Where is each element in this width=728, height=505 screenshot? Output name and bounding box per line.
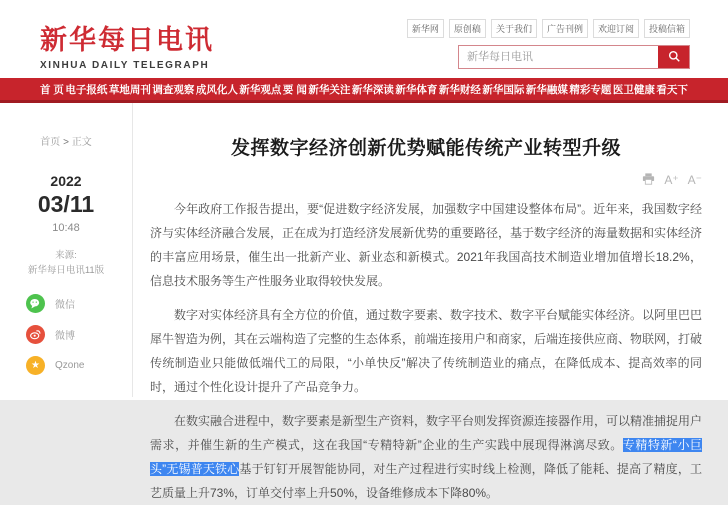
top-link-xinhuanet[interactable]: 新华网 xyxy=(407,19,444,38)
nav-item-sports[interactable]: 新华体育 xyxy=(395,83,438,96)
nav-item-international[interactable]: 新华国际 xyxy=(482,83,525,96)
breadcrumb-home[interactable]: 首页 xyxy=(40,137,61,148)
article-paragraph xyxy=(150,409,702,505)
search-bar xyxy=(458,45,690,69)
publish-date xyxy=(0,173,132,234)
logo-title: 新华每日电讯 xyxy=(40,25,214,56)
search-input[interactable] xyxy=(459,46,658,68)
nav-item-news[interactable]: 要 闻 xyxy=(282,83,307,96)
article-body xyxy=(150,197,702,505)
nav-item-caodi[interactable]: 草地周刊 xyxy=(108,83,151,96)
share-qzone-label: Qzone xyxy=(55,360,85,371)
article-paragraph: 今年政府工作报告提出，要“促进数字经济发展，加强数字中国建设整体布局”。近年来，我国数字经济与实体经济融合发展，正在成为打造经济发展新优势的重要路径，基于数字经济的海量数据和实体经济的丰富应用场景，催生出一批新产业、新业态和新模式。2021年我国高技术制造业增加值增长18.2%，信息技术服务等生产性服务业取得较快发展。 xyxy=(150,202,703,288)
share-panel xyxy=(0,294,132,375)
article-meta-rail xyxy=(0,103,133,397)
breadcrumb xyxy=(0,133,132,148)
top-link-about[interactable]: 关于我们 xyxy=(491,19,537,38)
nav-item-deepread[interactable]: 新华深读 xyxy=(351,83,394,96)
site-logo[interactable] xyxy=(40,18,214,71)
wechat-icon xyxy=(26,294,45,313)
share-qzone-button[interactable] xyxy=(26,356,132,375)
site-header xyxy=(0,0,728,78)
share-wechat-label: 微信 xyxy=(55,300,75,311)
nav-item-home[interactable]: 首 页 xyxy=(40,83,64,96)
nav-item-media[interactable]: 新华融媒 xyxy=(525,83,568,96)
content-area xyxy=(0,103,728,500)
top-link-ads[interactable]: 广告刊例 xyxy=(542,19,588,38)
source-value: 新华每日电讯11版 xyxy=(27,265,105,276)
nav-item-chengfeng[interactable]: 成风化人 xyxy=(195,83,238,96)
breadcrumb-separator: > xyxy=(63,137,69,148)
header-right xyxy=(411,19,690,69)
nav-item-views[interactable]: 新华观点 xyxy=(239,83,282,96)
paragraph-text: 在数实融合进程中，数字要素是新型生产资料，数字平台则发挥资源连接器作用，可以精准捕捉用户需求，并催生新的生产模式，这在我国“专精特新”企业的生产实践中展现得淋漓尽致。 xyxy=(150,414,703,452)
publish-day: 03/11 xyxy=(37,191,95,217)
publish-year: 2022 xyxy=(50,173,82,189)
nav-item-focus[interactable]: 新华关注 xyxy=(308,83,351,96)
article-main xyxy=(133,103,728,500)
top-link-submit[interactable]: 投稿信箱 xyxy=(644,19,690,38)
article-paragraph: 数字对实体经济具有全方位的价值，通过数字要素、数字技术、数字平台赋能实体经济。以阿里巴巴犀牛智造为例，其在云端构造了完整的生态体系，前端连接用户和商家，后端连接供应商、物联网，打破传统制造业只能做低端代工的局限，“小单快反”解决了传统制造业的痛点，在降低成本、提高效率的同时，通过个性化设计提升了产品竞争力。 xyxy=(150,308,703,394)
article-title: 发挥数字经济创新优势赋能传统产业转型升级 xyxy=(230,138,621,159)
breadcrumb-current: 正文 xyxy=(71,137,92,148)
nav-item-finance[interactable]: 新华财经 xyxy=(438,83,481,96)
share-wechat-button[interactable] xyxy=(26,294,132,313)
nav-item-investigate[interactable]: 调查观察 xyxy=(152,83,195,96)
font-decrease-button[interactable]: A⁻ xyxy=(687,173,702,187)
nav-item-epaper[interactable]: 电子报纸 xyxy=(65,83,108,96)
nav-item-world[interactable]: 看天下 xyxy=(656,83,688,96)
top-links xyxy=(411,19,690,38)
share-weibo-label: 微博 xyxy=(55,331,75,342)
main-nav xyxy=(0,78,728,103)
nav-item-health[interactable]: 医卫健康 xyxy=(612,83,655,96)
printer-icon xyxy=(642,174,655,188)
qzone-star-icon: ★ xyxy=(26,356,45,375)
top-link-subscribe[interactable]: 欢迎订阅 xyxy=(593,19,639,38)
publish-time: 10:48 xyxy=(52,222,80,234)
font-increase-button[interactable]: A⁺ xyxy=(664,173,679,187)
search-icon xyxy=(667,49,681,66)
search-button[interactable] xyxy=(658,46,689,68)
source-label: 来源: xyxy=(55,250,77,261)
article-tools xyxy=(150,173,702,187)
article-source xyxy=(0,248,132,278)
weibo-icon xyxy=(26,325,45,344)
paragraph-text: 基于钉钉开展智能协同，对生产过程进行实时线上检测，降低了能耗、提高了精度，工艺质量上升73%，订单交付率上升50%，设备维修成本下降80%。 xyxy=(150,462,702,500)
top-link-original[interactable]: 原创稿 xyxy=(449,19,486,38)
selected-text-highlight[interactable]: 专精特新“小巨头”无锡普天铁心 xyxy=(150,438,702,476)
share-weibo-button[interactable] xyxy=(26,325,132,344)
logo-subtitle: XINHUA DAILY TELEGRAPH xyxy=(40,60,210,71)
nav-item-specials[interactable]: 精彩专题 xyxy=(569,83,612,96)
print-button[interactable] xyxy=(642,173,655,187)
